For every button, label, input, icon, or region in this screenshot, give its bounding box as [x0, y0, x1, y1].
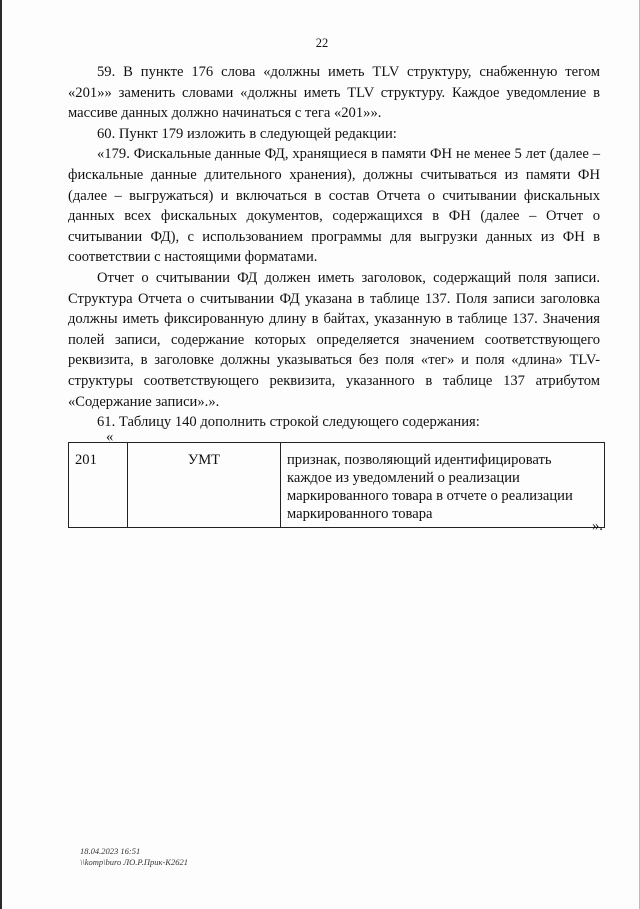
- table-open-quote: «: [106, 429, 114, 445]
- paragraph-report-header: Отчет о считывании ФД должен иметь заголовок, содержащий поля записи. Структура Отчета о считывании ФД указана в таблице 137. Поля записи заголовка должны иметь фиксированную длину в байтах, указанную в таблице 137. Значения полей записи, содержание которых определяется значением соответствующего реквизита, в заголовке должны указываться без поля «тег» и поля «длина» TLV-структуры соответствующего реквизита, указанного в таблице 137 атрибутом «Содержание записи».».: [68, 269, 600, 410]
- footer-stamp: [80, 846, 188, 868]
- amendment-table: [68, 442, 605, 528]
- paragraph-59: 59. В пункте 176 слова «должны иметь TLV структуру, снабженную тегом «201»» заменить словами «должны иметь TLV структуру. Каждое уведомление в массиве данных должно начинаться с тега «201»».: [68, 64, 600, 122]
- paragraph-61: 61. Таблицу 140 дополнить строкой следующего содержания:: [97, 414, 480, 431]
- footer-file-path: \\komp\buro ЛО.Р.Прик-К2621: [80, 857, 188, 867]
- table-close-quote: ».: [592, 518, 603, 534]
- document-body: [68, 62, 600, 433]
- name-cell: УМТ: [128, 443, 281, 528]
- paragraph-179-new-text: «179. Фискальные данные ФД, хранящиеся в памяти ФН не менее 5 лет (далее – фискальные данные длительного хранения), должны считываться из памяти ФН (далее – выгружаться) и включаться в состав Отчета о считывании фискальных данных всех фискальных документов, содержащихся в ФН (далее – Отчет о считывании ФД), с использованием программы для выгрузки данных из ФН в соответствии с настоящими форматами.: [68, 146, 600, 266]
- paragraph-60: 60. Пункт 179 изложить в следующей редакции:: [97, 125, 397, 142]
- tag-cell: 201: [69, 443, 128, 528]
- description-cell: признак, позволяющий идентифицировать каждое из уведомлений о реализации маркированного товара в отчете о реализации маркированного товара: [281, 443, 605, 528]
- footer-timestamp: 18.04.2023 16:51: [80, 846, 141, 856]
- table-row: [69, 443, 605, 528]
- page-number: 22: [315, 36, 329, 50]
